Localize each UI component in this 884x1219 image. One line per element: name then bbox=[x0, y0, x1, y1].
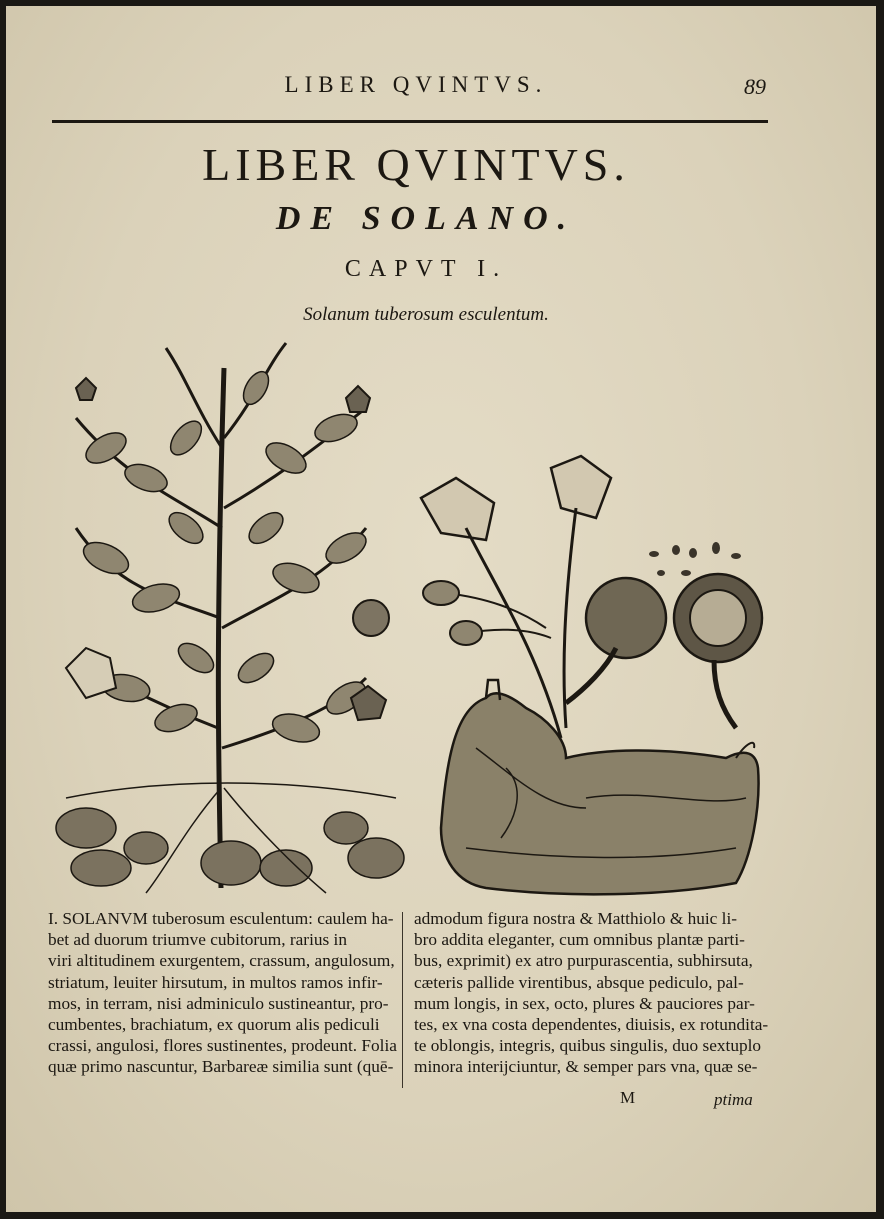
text-line: cumbentes, brachiatum, ex quorum alis pediculi bbox=[48, 1015, 380, 1035]
catchword: ptima bbox=[714, 1090, 753, 1109]
text-line: bet ad duorum triumve cubitorum, rarius in bbox=[48, 930, 347, 950]
text-line: minora interijciuntur, & semper pars vna, quæ se- bbox=[414, 1057, 758, 1077]
text-line: bus, exprimit) ex atro purpurascentia, subhirsuta, bbox=[414, 951, 753, 971]
book-page bbox=[6, 6, 876, 1212]
signature-mark: M bbox=[620, 1088, 636, 1107]
potato-plant-figure bbox=[56, 343, 404, 893]
text-line: quæ primo nascuntur, Barbareæ similia sunt (quē- bbox=[48, 1057, 394, 1077]
text-line: viri altitudinem exurgentem, crassum, angulosum, bbox=[48, 951, 395, 971]
potato-plant-woodcut bbox=[46, 328, 786, 900]
text-line: striatum, leuiter hirsutum, in multos ramos infir- bbox=[48, 972, 383, 992]
text-line: I. SOLANVM tuberosum esculentum: caulem ha- bbox=[48, 909, 394, 928]
book-title: LIBER QVINTVS. bbox=[202, 139, 630, 190]
figure-caption: Solanum tuberosum esculentum. bbox=[303, 304, 549, 325]
chapter-heading: CAPVT I. bbox=[344, 256, 508, 282]
potato-flowers-and-tuber-figure bbox=[421, 456, 762, 894]
left-text-column bbox=[48, 908, 403, 1078]
text-line: tes, ex vna costa dependentes, diuisis, ex rotundita- bbox=[414, 1015, 769, 1035]
header-rule bbox=[52, 120, 768, 123]
text-line: mum longis, in sex, octo, plures & pauciores par- bbox=[414, 993, 755, 1013]
woodcut-illustration bbox=[46, 328, 786, 900]
section-title: DE SOLANO. bbox=[275, 200, 577, 237]
text-line: cæteris pallide virentibus, absque pediculo, pal- bbox=[414, 972, 744, 992]
text-line: te oblongis, integris, quibus singulis, duo sextuplo bbox=[414, 1036, 762, 1056]
text-line: bro addita eleganter, cum omnibus plantæ parti- bbox=[414, 930, 745, 950]
page-number: 89 bbox=[744, 74, 766, 99]
right-text-column bbox=[414, 908, 770, 1078]
text-line: admodum figura nostra & Matthiolo & huic li- bbox=[414, 909, 738, 928]
text-line: mos, in terram, nisi adminiculo sustineantur, pro- bbox=[48, 993, 389, 1013]
running-head: LIBER QVINTVS. bbox=[284, 72, 548, 97]
text-line: crassi, angulosi, flores sustinentes, prodeunt. Folia bbox=[48, 1036, 397, 1056]
